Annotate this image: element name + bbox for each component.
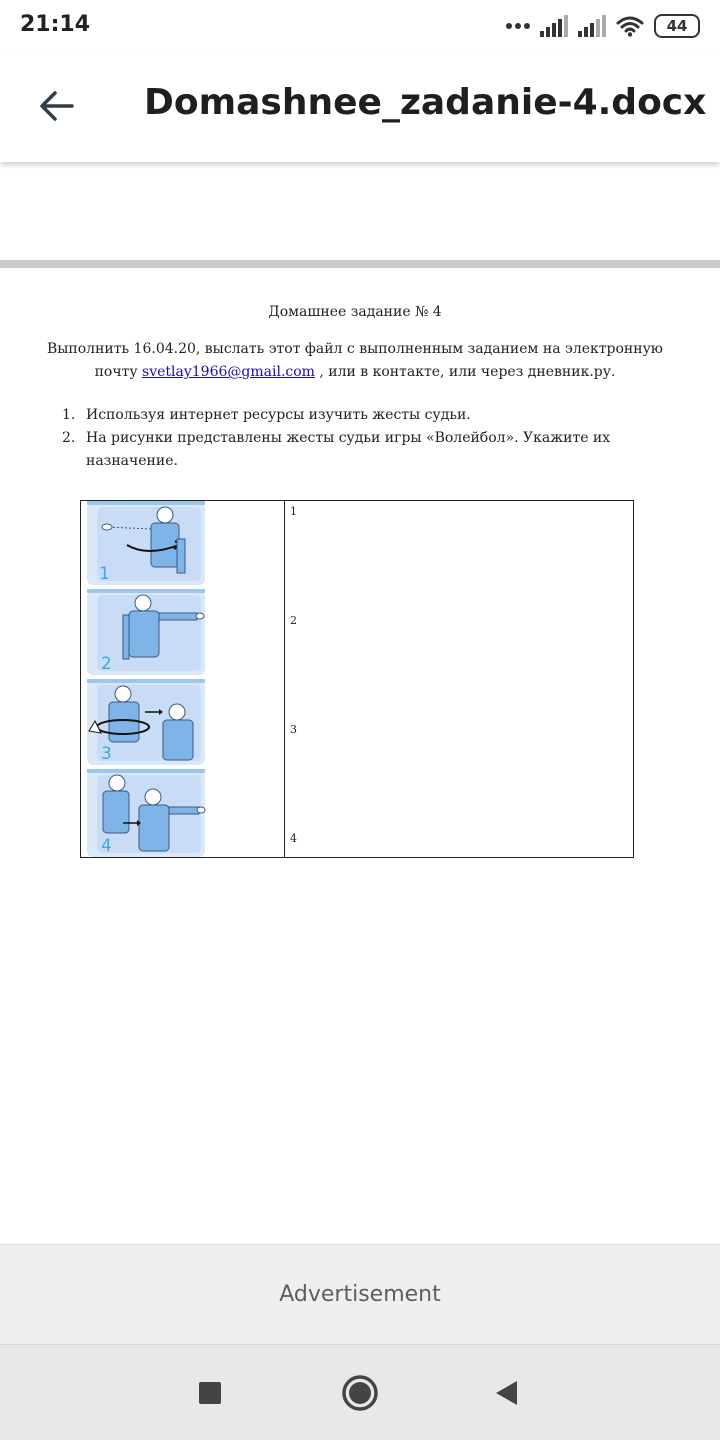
- document-title: Domashnee_zadanie-4.docx: [144, 82, 707, 123]
- panel-number: 2: [101, 654, 112, 674]
- back-button[interactable]: [30, 80, 82, 132]
- system-nav-bar: [0, 1344, 720, 1440]
- task-text: На рисунки представлены жесты судьи игры «Волейбол». Укажите их назначение.: [86, 430, 611, 469]
- triangle-left-icon: [493, 1379, 519, 1407]
- list-item: [62, 427, 622, 473]
- list-item: [62, 404, 622, 427]
- battery-icon: [654, 14, 700, 38]
- document-instruction: [40, 338, 670, 384]
- document-viewer[interactable]: [0, 162, 720, 1244]
- nav-back-button[interactable]: [482, 1369, 530, 1417]
- task-list: [62, 404, 622, 473]
- referee-gestures-image: [87, 501, 207, 857]
- panel-number: 1: [99, 564, 110, 584]
- wifi-icon: [616, 15, 644, 37]
- more-dots-icon: [506, 23, 530, 29]
- gesture-table: [80, 500, 634, 858]
- document-heading: Домашнее задание № 4: [268, 304, 442, 320]
- signal-bars-icon: [540, 15, 568, 37]
- task-text: Используя интернет ресурсы изучить жесты судьи.: [86, 407, 471, 423]
- battery-level: 44: [666, 17, 688, 35]
- email-link[interactable]: svetlay1966@gmail.com: [142, 364, 315, 380]
- panel-number: 3: [101, 744, 112, 764]
- signal-bars-icon: [578, 15, 606, 37]
- ad-banner[interactable]: [0, 1244, 720, 1344]
- square-icon: [198, 1381, 222, 1405]
- table-row-number: 1: [290, 505, 297, 518]
- instruction-text: Выполнить 16.04.20, выслать этот файл с выполненным заданием на электронную почту: [46, 341, 663, 380]
- circle-icon: [341, 1374, 379, 1412]
- ad-label: Advertisement: [279, 1282, 441, 1307]
- task-number: 1.: [62, 407, 76, 423]
- table-row-number: 3: [290, 723, 297, 736]
- status-time: 21:14: [20, 12, 91, 37]
- arrow-back-icon: [38, 90, 74, 122]
- panel-number: 4: [101, 836, 112, 856]
- home-button[interactable]: [336, 1369, 384, 1417]
- recents-button[interactable]: [186, 1369, 234, 1417]
- instruction-text-end: , или в контакте, или через дневник.ру.: [314, 364, 616, 380]
- status-bar: [0, 0, 720, 54]
- table-row-number: 4: [290, 832, 297, 845]
- table-row-number: 2: [290, 614, 297, 627]
- app-bar: [0, 54, 720, 162]
- status-icons: [506, 12, 700, 40]
- page-divider: [0, 260, 720, 268]
- table-column-divider: [284, 501, 285, 857]
- task-number: 2.: [62, 430, 76, 446]
